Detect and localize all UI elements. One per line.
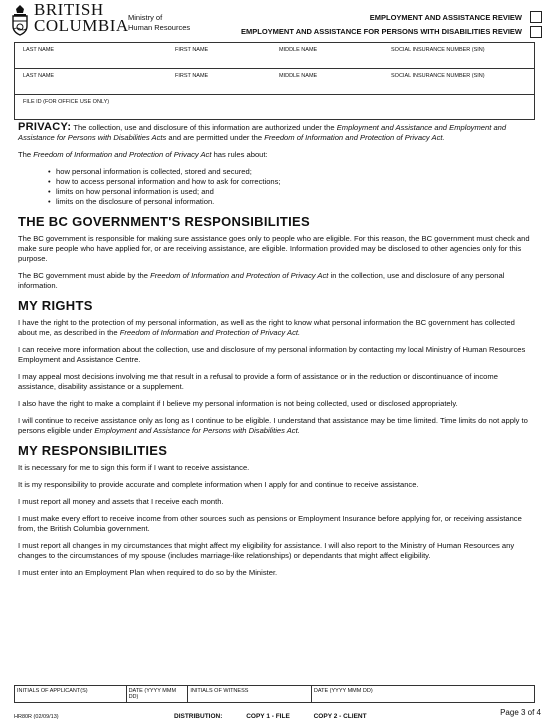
paragraph: I must make every effort to receive income from other sources such as pensions or Employment Insurance before applying for, or receiving assistance from, the British Columbia government. bbox=[18, 514, 522, 533]
act-name: Freedom of Information and Protection of Privacy Act. bbox=[264, 133, 445, 142]
field-label: DATE (YYYY MMM DD) bbox=[313, 688, 373, 694]
my-responsibilities-heading: MY RESPONSIBILITIES bbox=[18, 443, 168, 458]
list-item: • how to access personal information and how to ask for corrections; bbox=[48, 177, 532, 187]
page-number: Page 3 of 4 bbox=[500, 708, 541, 717]
copy-2-label: COPY 2 - CLIENT bbox=[313, 713, 367, 720]
form-titles bbox=[241, 11, 522, 39]
copy-1-label: COPY 1 - FILE bbox=[246, 713, 290, 720]
paragraph: The BC government is responsible for making sure assistance goes only to people who are eligible. For this reason, the BC government must check and make sure people who have applied for, or are receiving assistance, are eligible. Information provided may be disclosed to other agencies only for this purpose. bbox=[18, 234, 530, 263]
text: I will continue to receive assistance only as long as I continue to be eligible. I understand that assistance may be time limited. Time limits do not apply to persons eligible under bbox=[18, 416, 528, 435]
gov-responsibilities-heading: THE BC GOVERNMENT'S RESPONSIBILITIES bbox=[18, 214, 310, 229]
middle-name-label: MIDDLE NAME bbox=[279, 47, 318, 53]
act-name: Employment and Assistance and Employment and Assistance for Persons with Disabilities Acts bbox=[18, 123, 507, 142]
brand-wordmark bbox=[34, 2, 129, 34]
text: and are permitted under the bbox=[166, 133, 265, 142]
paragraph bbox=[18, 416, 532, 436]
initials-applicant-field[interactable] bbox=[15, 686, 127, 702]
middle-name-label: MIDDLE NAME bbox=[279, 73, 318, 79]
file-id-label: FILE ID (FOR OFFICE USE ONLY) bbox=[23, 99, 110, 105]
sin-label: SOCIAL INSURANCE NUMBER (SIN) bbox=[391, 73, 485, 79]
initials-witness-field[interactable] bbox=[188, 686, 312, 702]
text: in the collection, use and disclosure of any personal information. bbox=[18, 271, 505, 290]
distribution-label: DISTRIBUTION: bbox=[174, 713, 223, 720]
paragraph bbox=[18, 271, 532, 291]
list-item: • how personal information is collected, stored and secured; bbox=[48, 167, 532, 177]
act-name: Freedom of Information and Protection of Privacy Act bbox=[33, 150, 212, 159]
form-title-review: EMPLOYMENT AND ASSISTANCE REVIEW bbox=[369, 13, 522, 22]
privacy-rules-intro bbox=[18, 150, 532, 160]
sin-label: SOCIAL INSURANCE NUMBER (SIN) bbox=[391, 47, 485, 53]
file-id-row[interactable] bbox=[15, 95, 534, 121]
date-applicant-field[interactable] bbox=[127, 686, 189, 702]
text: The BC government must abide by the bbox=[18, 271, 151, 280]
paragraph: I may appeal most decisions involving me that result in a refusal to provide a form of assistance or in the reduction or discontinuance of income assistance, disability assistance or a supplement. bbox=[18, 372, 498, 391]
paragraph: I must enter into an Employment Plan when required to do so by the Minister. bbox=[18, 568, 278, 577]
brand-line-2: COLUMBIA bbox=[34, 16, 129, 35]
text: The bbox=[18, 150, 34, 159]
paragraph: I also have the right to make a complaint if I believe my personal information is not being collected, used or disclosed appropriately. bbox=[18, 399, 458, 408]
distribution-line bbox=[174, 713, 367, 720]
field-label: INITIALS OF APPLICANT(S) bbox=[17, 688, 88, 694]
page-header bbox=[0, 0, 550, 44]
privacy-title: PRIVACY: bbox=[18, 121, 72, 133]
first-name-label: FIRST NAME bbox=[175, 73, 209, 79]
act-name: Freedom of Information and Protection of Privacy Act bbox=[150, 271, 329, 280]
ministry-line-2: Human Resources bbox=[128, 23, 191, 32]
checkbox-disabilities-review[interactable] bbox=[530, 26, 542, 38]
last-name-label: LAST NAME bbox=[23, 73, 55, 79]
crest-icon bbox=[10, 4, 30, 36]
text: The collection, use and disclosure of this information are authorized under the bbox=[71, 123, 337, 132]
spouse-row[interactable] bbox=[15, 69, 534, 95]
ministry-name bbox=[128, 13, 190, 33]
field-label: DATE (YYYY MMM DD) bbox=[128, 688, 177, 700]
date-witness-field[interactable] bbox=[312, 686, 534, 702]
privacy-rules-list bbox=[48, 167, 532, 207]
my-rights-heading: MY RIGHTS bbox=[18, 298, 93, 313]
form-title-disabilities-review: EMPLOYMENT AND ASSISTANCE FOR PERSONS WITH DISABILITIES REVIEW bbox=[241, 27, 522, 36]
checkbox-employment-review[interactable] bbox=[530, 11, 542, 23]
last-name-label: LAST NAME bbox=[23, 47, 55, 53]
paragraph: I must report all changes in my circumstances that might affect my eligibility for assistance. I will also report to the Ministry of Human Resources any changes to the circumstances of my spouse (includes marriage-like relationships) or dependants that might affect eligibility. bbox=[18, 541, 515, 560]
form-body bbox=[18, 122, 532, 585]
identification-box bbox=[14, 42, 535, 120]
ministry-line-1: Ministry of bbox=[128, 13, 163, 22]
privacy-paragraph bbox=[18, 122, 532, 143]
list-item: • limits on how personal information is used; and bbox=[48, 187, 532, 197]
initials-table bbox=[14, 685, 535, 703]
paragraph: It is my responsibility to provide accurate and complete information when I apply for and continue to receive assistance. bbox=[18, 480, 419, 489]
text: has rules about: bbox=[211, 150, 268, 159]
list-item: • limits on the disclosure of personal information. bbox=[48, 197, 532, 207]
brand-line-1: BRITISH bbox=[34, 0, 104, 19]
text: I have the right to the protection of my personal information, as well as the right to know what personal information the BC government has collected about me, as described in the bbox=[18, 318, 515, 337]
first-name-label: FIRST NAME bbox=[175, 47, 209, 53]
paragraph: I must report all money and assets that I receive each month. bbox=[18, 497, 224, 506]
paragraph: It is necessary for me to sign this form if I want to receive assistance. bbox=[18, 463, 250, 472]
act-name: Freedom of Information and Protection of Privacy Act. bbox=[119, 328, 301, 337]
bc-logo bbox=[10, 0, 129, 42]
field-label: INITIALS OF WITNESS bbox=[190, 688, 249, 694]
paragraph: I can receive more information about the collection, use and disclosure of my personal information by contacting my local Ministry of Human Resources Employment and Assistance Centre. bbox=[18, 345, 526, 364]
form-number: HR80R (02/09/13) bbox=[14, 714, 59, 720]
applicant-row[interactable] bbox=[15, 43, 534, 69]
paragraph bbox=[18, 318, 532, 338]
act-name: Employment and Assistance for Persons with Disabilities Act. bbox=[94, 426, 300, 435]
